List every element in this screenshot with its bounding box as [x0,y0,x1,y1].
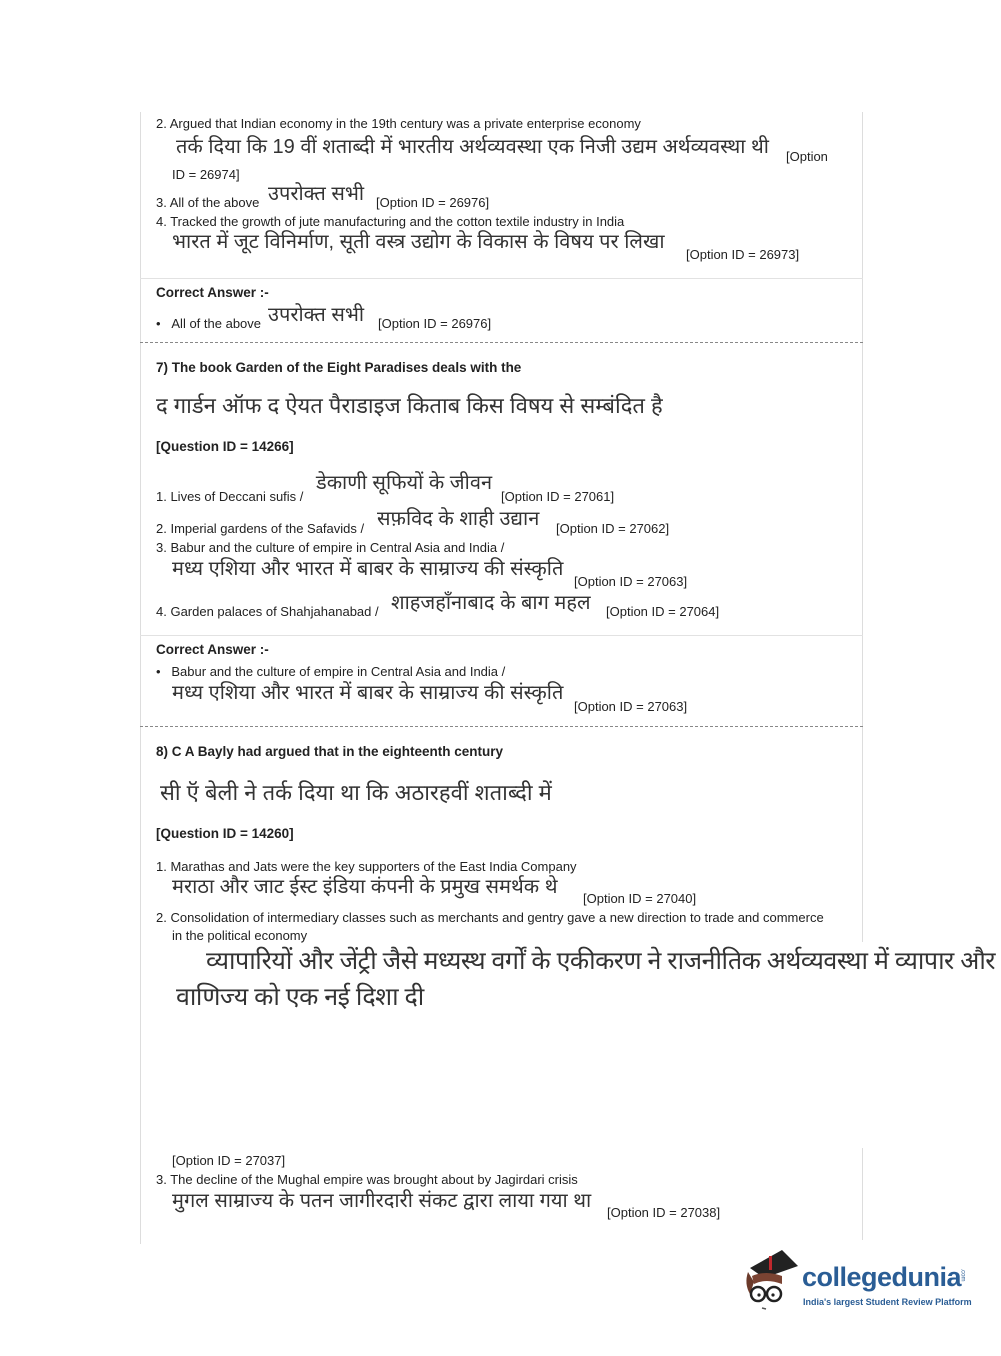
q7-option-1: 1. Lives of Deccani sufis / [156,489,304,504]
correct-answer-id: [Option ID = 26976] [378,316,492,331]
correct-answer-text: All of the above [171,316,262,331]
q7-option-4: 4. Garden palaces of Shahjahanabad / [156,604,379,619]
q7-option-4-id: [Option ID = 27064] [606,604,720,619]
q8-option-2-hindi: व्यापारियों और जेंट्री जैसे मध्यस्थ वर्गों के एकीकरण ने राजनीतिक अर्थव्यवस्था में व्यापार और [206,947,996,975]
q7-correct-answer: • Babur and the culture of empire in Central Asia and India / [156,664,506,679]
divider [140,278,863,279]
logo-wordmark: collegedunia [802,1262,962,1292]
option-2-hindi: तर्क दिया कि 19 वीं शताब्दी में भारतीय अर्थव्यवस्था एक निजी उद्यम अर्थव्यवस्था थी [176,136,769,158]
option-2-id: [Option [786,149,828,164]
q8-option-3-id: [Option ID = 27038] [607,1205,721,1220]
option-3-hindi: उपरोक्त सभी [268,183,365,205]
q8-option-2: 2. Consolidation of intermediary classes such as merchants and gentry gave a new direction to trade and commerce [156,910,824,925]
divider [140,635,863,636]
question-separator [140,342,863,343]
q7-option-3-hindi: मध्य एशिया और भारत में बाबर के साम्राज्य की संस्कृति [172,558,564,580]
q8-option-3: 3. The decline of the Mughal empire was brought about by Jagirdari crisis [156,1172,578,1187]
option-4-id: [Option ID = 26973] [686,247,800,262]
q8-option-1-id: [Option ID = 27040] [583,891,697,906]
q7-correct-answer-hindi: मध्य एशिया और भारत में बाबर के साम्राज्य की संस्कृति [172,682,564,704]
q7-option-3-id: [Option ID = 27063] [574,574,688,589]
question-7-id: [Question ID = 14266] [156,439,294,454]
question-7-title: 7) The book Garden of the Eight Paradises deals with the [156,360,522,375]
option-2-id-cont: ID = 26974] [172,167,240,182]
mascot-icon [742,1248,800,1310]
option-4-hindi: भारत में जूट विनिर्माण, सूती वस्त्र उद्योग के विकास के विषय पर लिखा [172,231,665,253]
option-2: 2. Argued that Indian economy in the 19th century was a private enterprise economy [156,116,641,131]
correct-answer-hindi: उपरोक्त सभी [268,304,365,326]
collegedunia-logo [742,1248,972,1310]
option-3-id: [Option ID = 26976] [376,195,490,210]
logo-com: .com [959,1268,966,1282]
correct-answer: • All of the above [156,316,262,331]
q8-option-2-id: [Option ID = 27037] [172,1153,286,1168]
q8-option-1: 1. Marathas and Jats were the key supporters of the East India Company [156,859,577,874]
question-separator [140,726,863,727]
q8-option-2-hindi-cont: वाणिज्य को एक नई दिशा दी [176,983,424,1011]
q7-correct-answer-text: Babur and the culture of empire in Central Asia and India / [171,664,506,679]
option-4: 4. Tracked the growth of jute manufacturing and the cotton textile industry in India [156,214,625,229]
q7-correct-answer-id: [Option ID = 27063] [574,699,688,714]
option-3: 3. All of the above [156,195,260,210]
correct-answer-label: Correct Answer :- [156,285,269,300]
q8-option-1-hindi: मराठा और जाट ईस्ट इंडिया कंपनी के प्रमुख समर्थक थे [172,876,558,898]
question-8-hindi: सी ऍ बेली ने तर्क दिया था कि अठारहवीं शताब्दी में [160,780,552,805]
q7-option-4-hindi: शाहजहाँनाबाद के बाग महल [391,592,591,614]
content-border-right-lower [862,1148,863,1240]
q8-option-2-cont: in the political economy [172,928,308,943]
q7-option-3: 3. Babur and the culture of empire in Central Asia and India / [156,540,505,555]
logo-tagline: India's largest Student Review Platform [803,1297,972,1307]
q7-option-1-hindi: डेकाणी सूफियों के जीवन [316,472,493,494]
content-border-right [862,112,863,942]
question-7-hindi: द गार्डन ऑफ द ऐयत पैराडाइज किताब किस विषय से सम्बंदित है [156,393,663,418]
content-border-left [140,112,141,1244]
q8-option-3-hindi: मुगल साम्राज्य के पतन जागीरदारी संकट द्वारा लाया गया था [172,1190,592,1212]
q7-option-2-hindi: सफ़विद के शाही उद्यान [377,508,540,530]
question-8-id: [Question ID = 14260] [156,826,294,841]
q7-option-1-id: [Option ID = 27061] [501,489,615,504]
q7-correct-answer-label: Correct Answer :- [156,642,269,657]
q7-option-2-id: [Option ID = 27062] [556,521,670,536]
question-8-title: 8) C A Bayly had argued that in the eighteenth century [156,744,504,759]
q7-option-2: 2. Imperial gardens of the Safavids / [156,521,365,536]
